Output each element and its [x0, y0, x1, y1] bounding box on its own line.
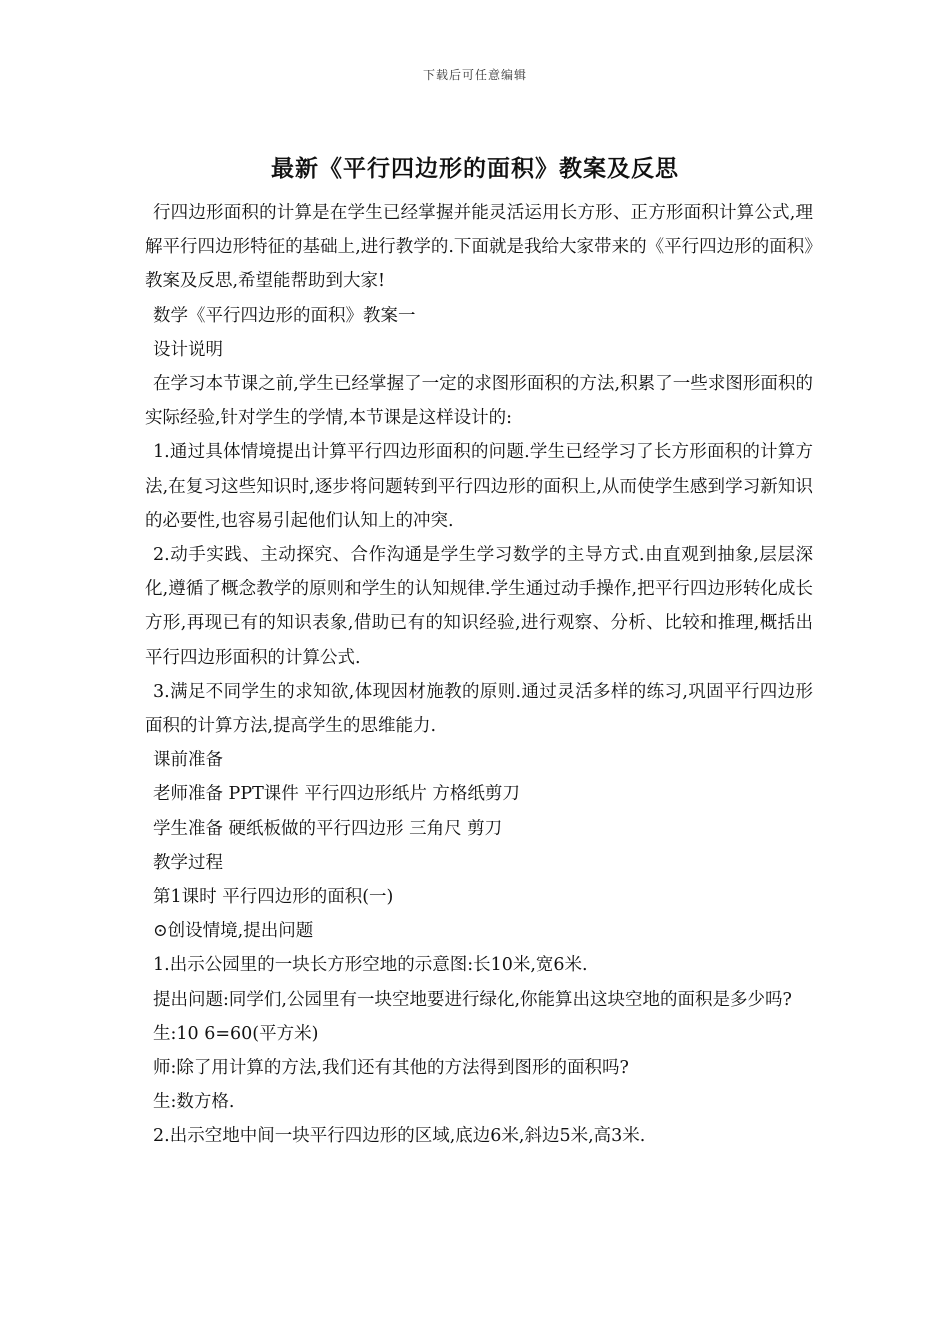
intro-paragraph: 行四边形面积的计算是在学生已经掌握并能灵活运用长方形、正方形面积计算公式,理解平行四边形特征的基础上,进行教学的.下面就是我给大家带来的《平行四边形的面积》教案及反思,希望能帮助到大家! — [145, 203, 813, 292]
document-body — [145, 196, 813, 1154]
student-answer-1: 生:10 6=60(平方米) — [153, 1023, 319, 1044]
header-note: 下载后可任意编辑 — [422, 68, 527, 82]
teacher-preparation: 老师准备 PPT课件 平行四边形纸片 方格纸剪刀 — [153, 784, 520, 805]
section-heading-lesson-plan: 数学《平行四边形的面积》教案一 — [153, 305, 416, 326]
section-heading-design: 设计说明 — [153, 339, 223, 360]
design-paragraph: 在学习本节课之前,学生已经掌握了一定的求图形面积的方法,积累了一些求图形面积的实际经验,针对学生的学情,本节课是这样设计的: — [145, 374, 813, 429]
design-point-2: 2.动手实践、主动探究、合作沟通是学生学习数学的主导方式.由直观到抽象,层层深化,遵循了概念教学的原则和学生的认知规律.学生通过动手操作,把平行四边形转化成长方形,再现已有的知识表象,借助已有的知识经验,进行观察、分析、比较和推理,概括出平行四边形面积的计算公式. — [145, 545, 813, 668]
section-heading-process: 教学过程 — [153, 852, 223, 873]
section-heading-preparation: 课前准备 — [153, 750, 223, 771]
lesson-1-heading: 第1课时 平行四边形的面积(一) — [153, 887, 394, 908]
step-2-parallelogram: 2.出示空地中间一块平行四边形的区域,底边6米,斜边5米,高3米. — [153, 1126, 646, 1147]
student-preparation: 学生准备 硬纸板做的平行四边形 三角尺 剪刀 — [153, 818, 503, 839]
design-point-1: 1.通过具体情境提出计算平行四边形面积的问题.学生已经学习了长方形面积的计算方法,在复习这些知识时,逐步将问题转到平行四边形的面积上,从而使学生感到学习新知识的必要性,也容易引起他们认知上的冲突. — [145, 442, 813, 531]
step-1-rectangle: 1.出示公园里的一块长方形空地的示意图:长10米,宽6米. — [153, 955, 588, 976]
teacher-question: 师:除了用计算的方法,我们还有其他的方法得到图形的面积吗? — [153, 1058, 629, 1079]
student-answer-2: 生:数方格. — [153, 1092, 235, 1113]
step-create-situation: ⊙创设情境,提出问题 — [153, 921, 314, 942]
design-point-3: 3.满足不同学生的求知欲,体现因材施教的原则.通过灵活多样的练习,巩固平行四边形面积的计算方法,提高学生的思维能力. — [145, 681, 813, 737]
document-title: 最新《平行四边形的面积》教案及反思 — [271, 155, 679, 182]
question-paragraph: 提出问题:同学们,公园里有一块空地要进行绿化,你能算出这块空地的面积是多少吗? — [153, 989, 792, 1010]
